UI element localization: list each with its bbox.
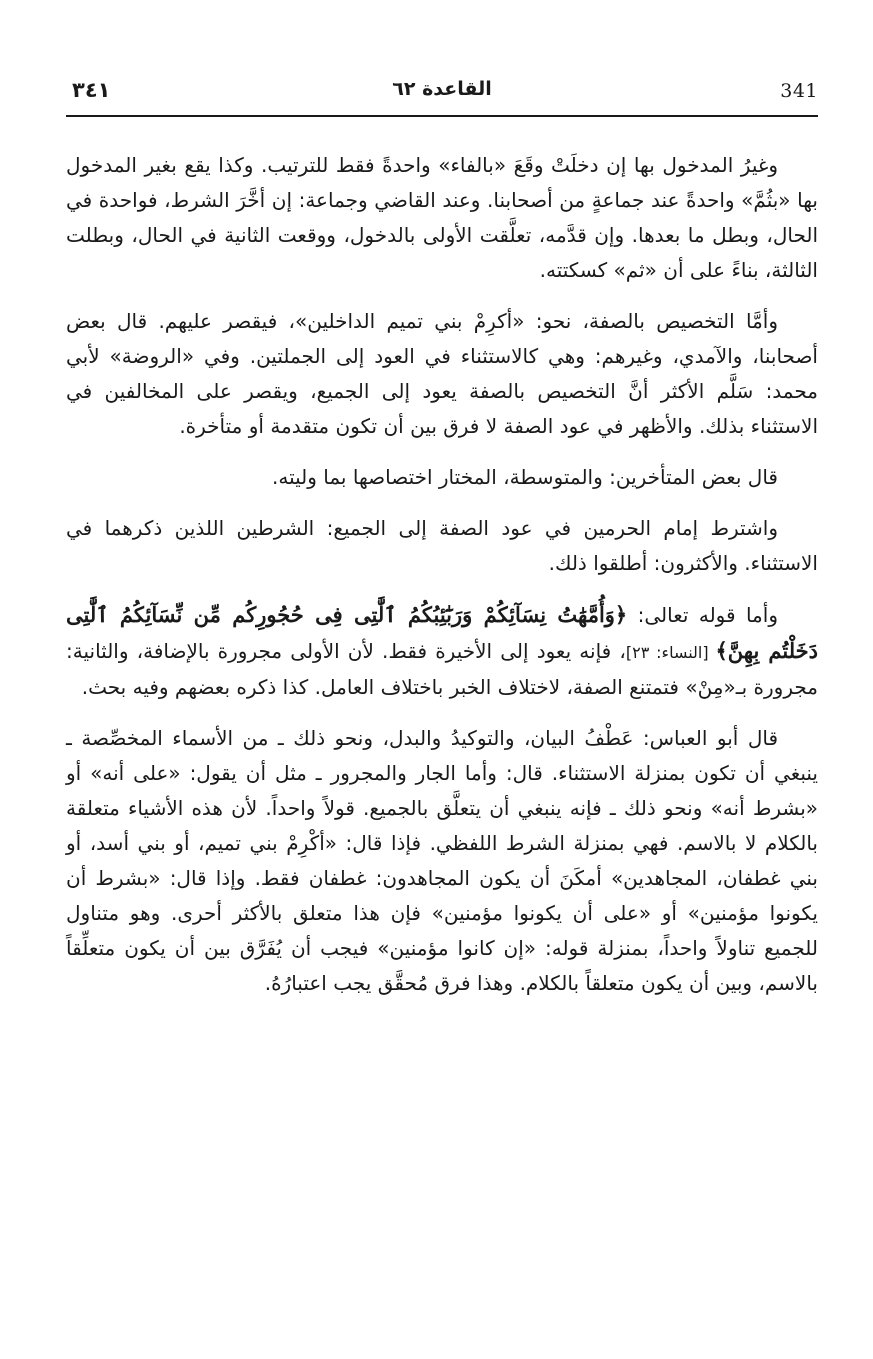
verse-intro: وأما قوله تعالى: bbox=[627, 603, 778, 627]
paragraph: واشترط إمام الحرمين في عود الصفة إلى الجميع: الشرطين اللذين ذكرهما في الاستثناء. والأكثرون: أطلقوا ذلك. bbox=[66, 516, 818, 575]
paragraph: وغيرُ المدخول بها إن دخلَتْ وقَعَ «بالفاء» واحدةً فقط للترتيب. وكذا يقع بغير المدخول بها «بثُمَّ» واحدةً عند جماعةٍ من أصحابنا. وعند القاضي وجماعة: إن أخَّرَ الشرط، فواحدة في الحال، وبطل ما بعدها. وإن قدَّمه، تعلَّقت الأولى بالدخول، ووقعت الثانية في الحال، وبطلت الثالثة، بناءً على أن «ثم» كسكتته. bbox=[66, 153, 818, 282]
page-number-latin: 341 bbox=[780, 80, 818, 102]
quran-verse: ﴿وَأُمَّهَٰتُ نِسَآئِكُمْ وَرَبَٰٓئِبُكُمُ ٱلَّٰتِى فِى حُجُورِكُم مِّن نِّسَآئِكُمُ ٱلَّٰتِى دَخَلْتُم بِهِنَّ﴾ bbox=[66, 602, 818, 663]
paragraph: وأمَّا التخصيص بالصفة، نحو: «أكرِمْ بني تميم الداخلين»، فيقصر عليهم. قال بعض أصحابنا، والآمدي، وغيرهم: وهي كالاستثناء في العود إلى الجملتين. وفي «الروضة» لأبي محمد: سَلَّم الأكثر أنَّ التخصيص بالصفة يعود إلى الجميع، ويقصر على المخالفين في الاستثناء بذلك. والأظهر في عود الصفة لا فرق بين أن تكون متقدمة أو متأخرة. bbox=[66, 309, 818, 438]
body-text bbox=[66, 148, 818, 1017]
header-rule bbox=[66, 115, 818, 117]
running-title: القاعدة ٦٢ bbox=[392, 78, 492, 100]
page-header bbox=[66, 72, 818, 112]
paragraph: قال بعض المتأخرين: والمتوسطة، المختار اختصاصها بما وليته. bbox=[272, 465, 778, 489]
verse-reference: [النساء: ٢٣] bbox=[625, 643, 716, 662]
verse-commentary: ، فإنه يعود إلى الأخيرة فقط. لأن الأولى مجرورة بالإضافة، والثانية: مجرورة بـ«مِنْ» فتمتنع الصفة، لاختلاف الخبر باختلاف العامل. كذا ذكره بعضهم وفيه بحث. bbox=[66, 639, 818, 699]
paragraph: قال أبو العباس: عَطْفُ البيان، والتوكيدُ والبدل، ونحو ذلك ـ من الأسماء المخصِّصة ـ ينبغي أن تكون بمنزلة الاستثناء. قال: وأما الجار والمجرور ـ مثل أن يقول: «على أنه» أو «بشرط أنه» ونحو ذلك ـ فإنه ينبغي أن يتعلَّق بالجميع. قولاً واحداً. لأن هذه الأشياء متعلقة بالكلام لا بالاسم. فهي بمنزلة الشرط اللفظي. فإذا قال: «أكْرِمْ بني تميم، أو بني أسد، أو بني غطفان، المجاهدين» أمكَنَ أن يكون المجاهدون: غطفان فقط. وإذا قال: «بشرط أن يكونوا مؤمنين» أو «على أن يكونوا مؤمنين» فإن هذا متعلق بالأكثر أحرى. وهو متناول للجميع تناولاً واحداً، بمنزلة قوله: «إن كانوا مؤمنين» فيجب أن يُفَرَّق بين أن يكون متعلِّقاً بالاسم، وبين أن يكون متعلقاً بالكلام. وهذا فرق مُحقَّق يجب اعتبارُهُ. bbox=[66, 726, 818, 995]
page-number-arabic: ٣٤١ bbox=[72, 78, 111, 102]
paragraph-with-verse bbox=[66, 597, 818, 705]
